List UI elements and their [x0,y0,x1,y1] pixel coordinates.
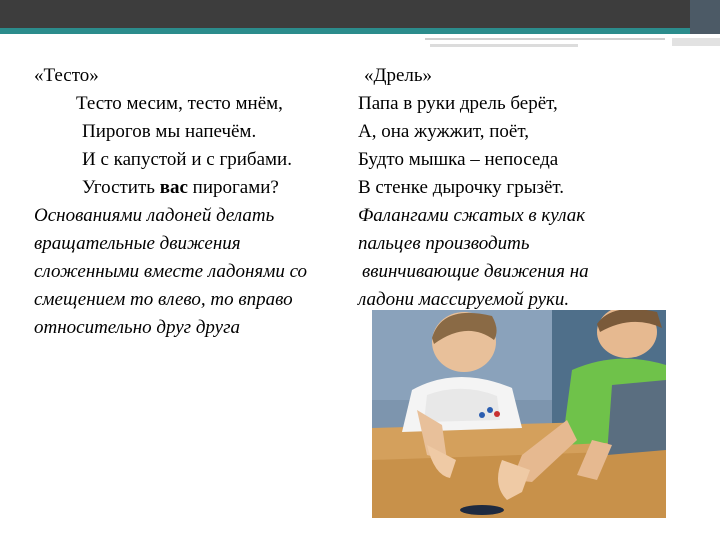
decor-line [430,44,578,47]
bold-word: вас [159,177,188,198]
right-poem-line: В стенке дырочку грызёт. [358,177,565,198]
left-instruction-line: смещением то влево, то вправо [34,289,293,310]
right-poem-line: Будто мышка – непоседа [358,149,559,170]
left-poem-line: Тесто месим, тесто мнём, [76,93,283,114]
right-title: «Дрель» [364,65,433,86]
right-instruction-line: ввинчивающие движения на [362,261,589,282]
left-poem-line: Пирогов мы напечём. [82,121,257,142]
right-instruction-line: ладони массируемой руки. [358,289,570,310]
left-title: «Тесто» [34,65,99,86]
right-instruction-line: пальцев производить [358,233,530,254]
left-instruction-line: вращательные движения [34,233,241,254]
header-bar [0,0,720,28]
decor-line [672,38,720,46]
right-instruction-line: Фалангами сжатых в кулак [358,205,586,226]
header-corner [690,0,720,34]
accent-band [0,28,720,34]
left-poem-line: Угостить вас пирогами? [82,177,279,198]
left-instruction-line: Основаниями ладоней делать [34,205,275,226]
right-poem-line: А, она жужжит, поёт, [358,121,529,142]
decor-line [425,38,665,40]
left-instruction-line: относительно друг друга [34,317,241,338]
right-poem-line: Папа в руки дрель берёт, [358,93,558,114]
photo-illustration [372,310,666,518]
children-photo [372,310,666,518]
left-instruction-line: сложенными вместе ладонями со [34,261,308,282]
left-poem-line: И с капустой и с грибами. [82,149,292,170]
